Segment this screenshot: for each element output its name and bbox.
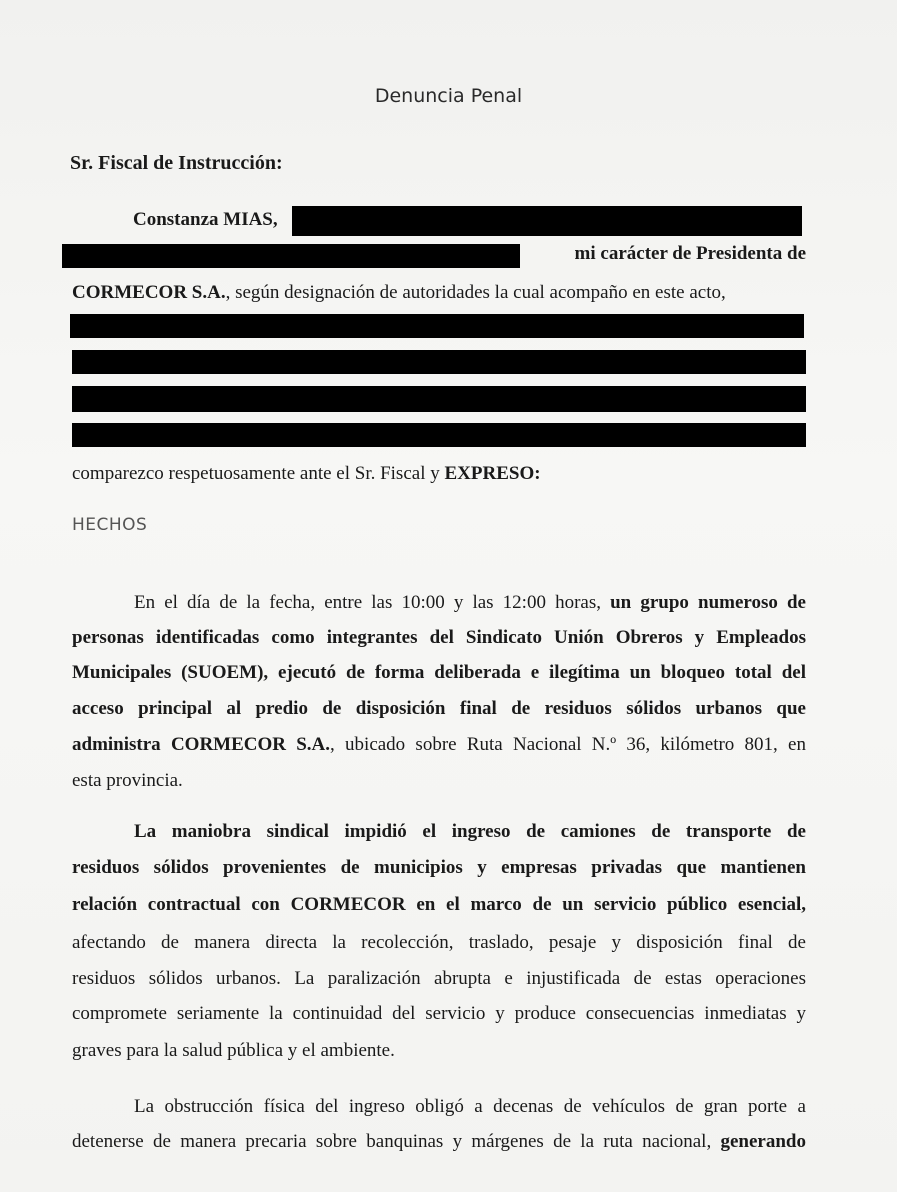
- p2-line: La maniobra sindical impidió el ingreso de camiones de transporte de: [134, 821, 806, 842]
- p2-line: relación contractual con CORMECOR en el marco de un servicio público esencial,: [72, 894, 806, 915]
- p2-line: compromete seriamente la continuidad del servicio y produce consecuencias inmediatas y: [72, 1003, 806, 1024]
- p1-line: acceso principal al predio de disposición final de residuos sólidos urbanos que: [72, 698, 806, 719]
- section-heading-hechos: HECHOS: [72, 515, 148, 535]
- intro-closing: comparezco respetuosamente ante el Sr. Fiscal y EXPRESO:: [72, 463, 541, 484]
- redaction-bar: [72, 350, 806, 374]
- p1-line: Municipales (SUOEM), ejecutó de forma deliberada e ilegítima un bloqueo total del: [72, 662, 806, 683]
- p3-line: detenerse de manera precaria sobre banquinas y márgenes de la ruta nacional, generando: [72, 1131, 806, 1152]
- salutation: Sr. Fiscal de Instrucción:: [70, 152, 283, 174]
- p1-line: administra CORMECOR S.A., ubicado sobre Ruta Nacional N.º 36, kilómetro 801, en: [72, 734, 806, 755]
- intro-name: [133, 208, 278, 232]
- company-name: CORMECOR S.A.: [72, 282, 226, 303]
- document-title: Denuncia Penal: [374, 85, 523, 107]
- redaction-bar: [72, 423, 806, 447]
- p2-line: residuos sólidos provenientes de municipios y empresas privadas que mantienen: [72, 857, 806, 878]
- redaction-bar: [292, 206, 802, 236]
- intro-company-line: CORMECOR S.A., según designación de autoridades la cual acompaño en este acto,: [72, 282, 726, 303]
- p1-line: personas identificadas como integrantes del Sindicato Unión Obreros y Empleados: [72, 627, 806, 648]
- p3-line: La obstrucción física del ingreso obligó a decenas de vehículos de gran porte a: [134, 1096, 806, 1117]
- p2-line: graves para la salud pública y el ambiente.: [72, 1040, 395, 1061]
- redaction-bar: [70, 314, 804, 338]
- redaction-bar: [72, 386, 806, 412]
- p2-line: residuos sólidos urbanos. La paralización abrupta e injustificada de estas operaciones: [72, 968, 806, 989]
- redaction-bar: [62, 244, 520, 268]
- intro-role: mi carácter de Presidenta de: [574, 243, 806, 264]
- signer-name: Constanza MIAS,: [133, 209, 278, 230]
- p2-line: afectando de manera directa la recolección, traslado, pesaje y disposición final de: [72, 932, 806, 953]
- p1-line: En el día de la fecha, entre las 10:00 y las 12:00 horas, un grupo numeroso de: [134, 592, 806, 613]
- p1-line: esta provincia.: [72, 770, 183, 791]
